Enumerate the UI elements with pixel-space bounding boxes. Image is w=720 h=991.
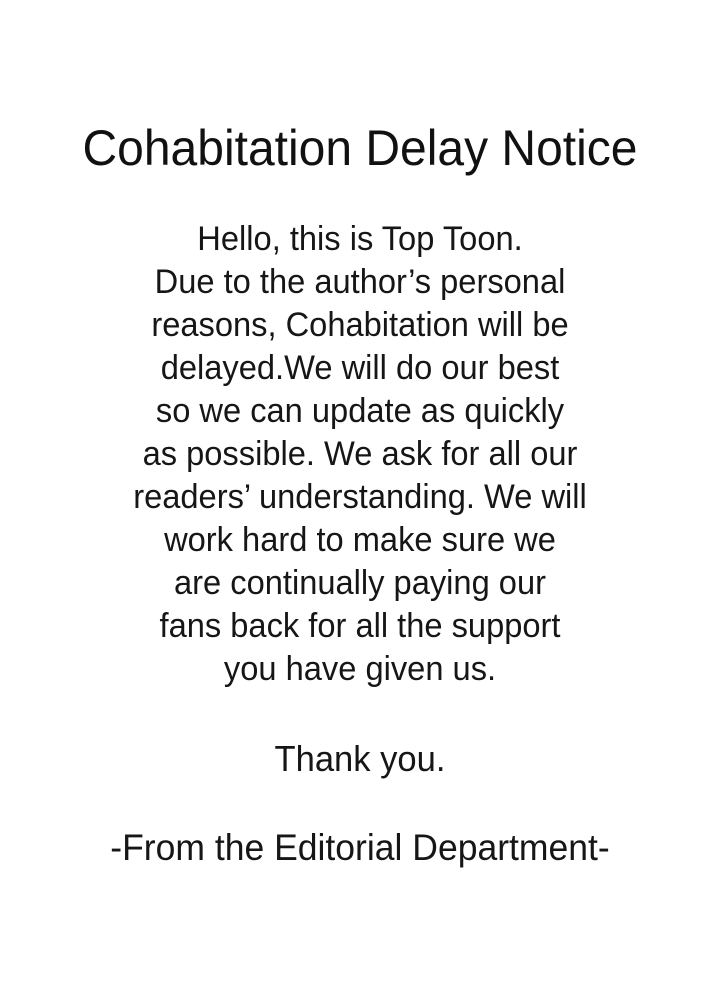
- notice-body-line: Due to the author’s personal: [154, 263, 566, 301]
- notice-body-line: are continually paying our: [174, 564, 546, 602]
- notice-body-line: delayed.We will do our best: [160, 349, 560, 387]
- notice-body-line: Hello, this is Top Toon.: [197, 220, 523, 258]
- notice-body-line: reasons, Cohabitation will be: [151, 306, 569, 344]
- thank-you-text: Thank you.: [274, 738, 446, 779]
- notice-body-line: fans back for all the support: [159, 607, 561, 645]
- notice-body-line: so we can update as quickly: [155, 392, 565, 430]
- notice-title: Cohabitation Delay Notice: [82, 120, 638, 176]
- notice-content: [14, 0, 705, 870]
- notice-body-line: as possible. We ask for all our: [142, 435, 578, 473]
- signature-text: -From the Editorial Department-: [110, 827, 610, 868]
- notice-body-line: readers’ understanding. We will: [133, 478, 587, 516]
- notice-body: [14, 218, 705, 691]
- notice-body-line: you have given us.: [223, 650, 497, 688]
- notice-body-line: work hard to make sure we: [164, 521, 556, 559]
